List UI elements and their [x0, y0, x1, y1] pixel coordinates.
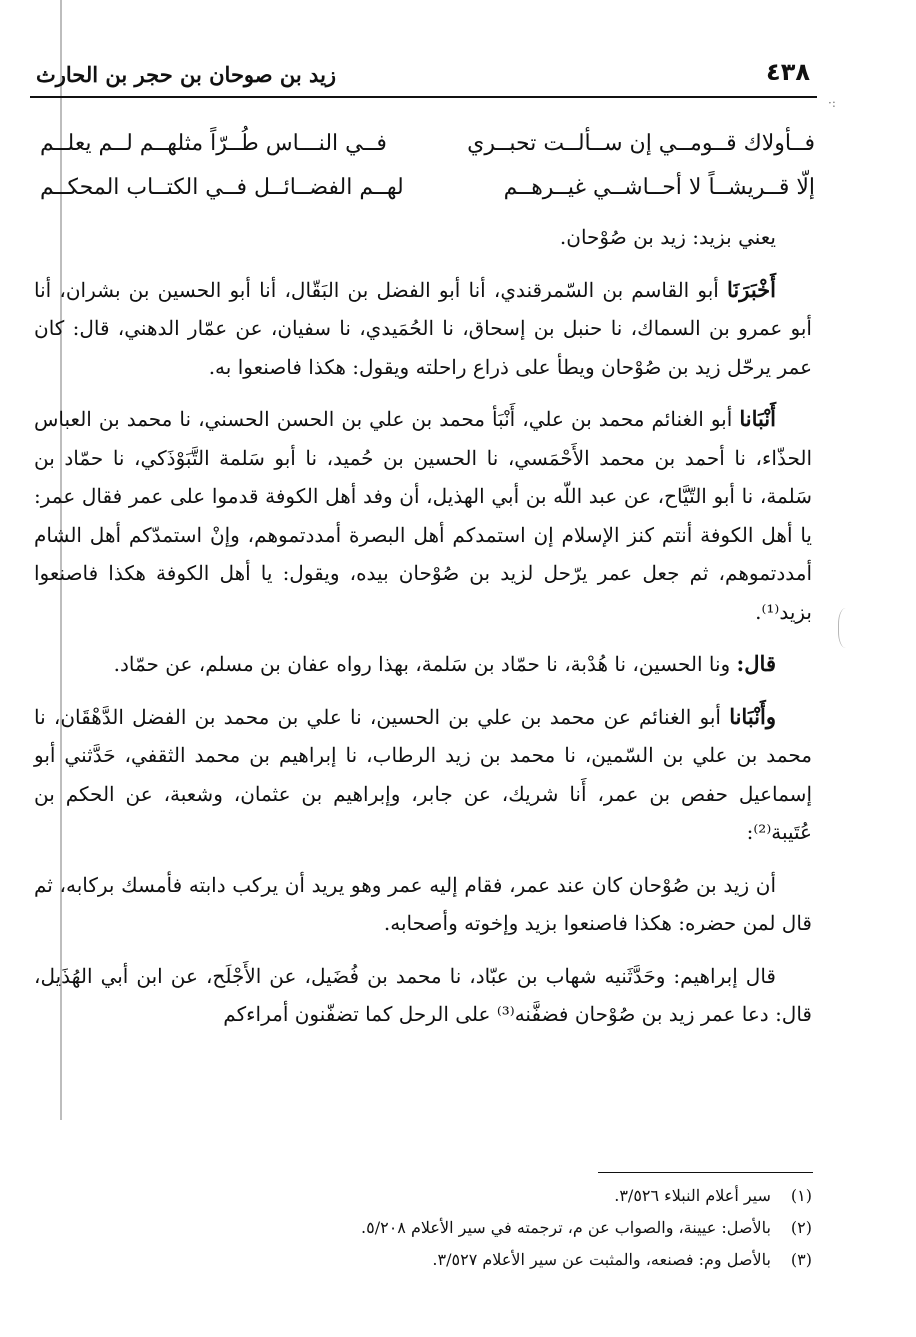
paragraph-text: أن زيد بن صُوْحان كان عند عمر، فقام إليه عمر وهو يريد أن يركب دابته فأمسك بركابه، ثم قال لمن حضره: هكذا فاصنعوا بزيد وإخوته وأصحابه. — [34, 872, 812, 935]
paragraph — [34, 645, 812, 684]
scan-speck: ·: — [828, 96, 836, 110]
verse-first-hemistich: إلّا قــريشــاً لا أحــاشــي غيــرهــم — [503, 175, 815, 200]
running-title: زيد بن صوحان بن حجر بن الحارث — [36, 62, 337, 87]
poem-verses — [40, 122, 815, 210]
footnote-text: سير أعلام النبلاء ٣/٥٢٦. — [614, 1186, 771, 1205]
paragraph-text: أبو القاسم بن السّمرقندي، أنا أبو الفضل بن البَقّال، أنا أبو الحسين بن بشران، أنا أبو عمرو بن السماك، نا حنبل بن إسحاق، نا الحُمَيدي، نا سفيان، عن عمّار الدهني، قال: كان عمر يرحّل زيد بن صُوْحان ويطأ على ذراع راحلته ويقول: هكذا فاصنعوا به. — [34, 277, 812, 379]
paragraph-text: يعني بزيد: زيد بن صُوْحان. — [559, 225, 776, 249]
main-text — [34, 218, 812, 1048]
verse-first-hemistich: فــأولاك قــومــي إن ســألــت تحبــري — [467, 131, 815, 156]
isnad-lead-word: وأَنْبَانا — [729, 703, 776, 729]
isnad-lead-word: أَنْبَانا — [739, 406, 776, 431]
verse-line — [40, 166, 815, 210]
paragraph — [34, 957, 812, 1034]
verse-line — [40, 122, 815, 166]
paragraph-text: أبو الغنائم محمد بن علي، أَنْبَأ محمد بن علي بن الحسن الحسني، نا محمد بن العباس الحذّاء، نا أحمد بن محمد الأَحْمَسي، نا الحسين بن حُميد، نا أبو سَلمة التَّبَوْذَكي، نا حمّاد بن سَلمة، نا أبو التّيَّاح، عن عبد اللّه بن أبي الهذيل، أن وفد أهل الكوفة قدموا على عمر فقال عمر: يا أهل الكوفة أنتم كنز الإسلام إن استمدكم أهل البصرة أمددتموهم، وإنْ استمدّكم أهل الشام أمددتموهم، ثم جعل عمر يرّحل لزيد بن صُوْحان بيده، ويقول: يا أهل الكوفة هكذا فاصنعوا بزيد⁽¹⁾. — [34, 407, 812, 624]
footnote-rule — [598, 1172, 813, 1173]
paragraph-text: أبو الغنائم عن محمد بن علي بن الحسين، نا علي بن محمد بن الفضل الدَّهْقَان، نا محمد بن علي بن السّمين، نا محمد بن زيد الرطاب، نا إبراهيم بن محمد الثقفي، حَدَّثني أبو إسماعيل حفص بن عمر، أَنا شريك، عن جابر، وإبراهيم بن عثمان، وشعبة، عن الحكم بن عُتَيبة⁽²⁾: — [34, 704, 812, 844]
footnote-text: بالأصل: عيينة، والصواب عن م، ترجمته في سير الأعلام ٥/٢٠٨. — [361, 1218, 771, 1237]
paragraph — [34, 218, 812, 257]
isnad-lead-word: أَخْبَرَنَا — [727, 276, 776, 302]
paragraph — [34, 400, 812, 631]
footnote — [200, 1212, 812, 1244]
footnote-number: (١) — [790, 1186, 812, 1205]
footnote-number: (٢) — [790, 1218, 812, 1237]
footnotes — [200, 1180, 812, 1276]
footnote-text: بالأصل وم: فصنعه، والمثبت عن سير الأعلام ٣/٥٢٧. — [432, 1250, 771, 1269]
footnote-number: (٣) — [790, 1250, 812, 1269]
paragraph — [34, 866, 812, 943]
paragraph — [34, 698, 812, 852]
footnote — [200, 1180, 812, 1212]
footnote — [200, 1244, 812, 1276]
verse-second-hemistich: فــي النـــاس طُــرّاً مثلهــم لــم يعلــم — [40, 131, 387, 156]
paragraph-text: ونا الحسين، نا هُدْبة، نا حمّاد بن سَلمة، بهذا رواه عفان بن مسلم، عن حمّاد. — [113, 652, 737, 676]
paragraph-text: قال إبراهيم: وحَدَّثَنيه شهاب بن عبّاد، نا محمد بن فُضَيل، عن الأَجْلَح، عن ابن أبي الهُذَيل، قال: دعا عمر زيد بن صُوْحان فضفَّنه⁽³⁾ على الرحل كما تضفّنون أمراءكم — [34, 963, 812, 1026]
page-number: ٤٣٨ — [766, 58, 810, 86]
margin-pencil-mark — [838, 608, 857, 648]
paragraph — [34, 271, 812, 387]
header-rule — [30, 96, 817, 98]
verse-second-hemistich: لهــم الفضــائــل فــي الكتــاب المحكــم — [40, 175, 404, 200]
isnad-lead-word: قال: — [736, 651, 776, 676]
